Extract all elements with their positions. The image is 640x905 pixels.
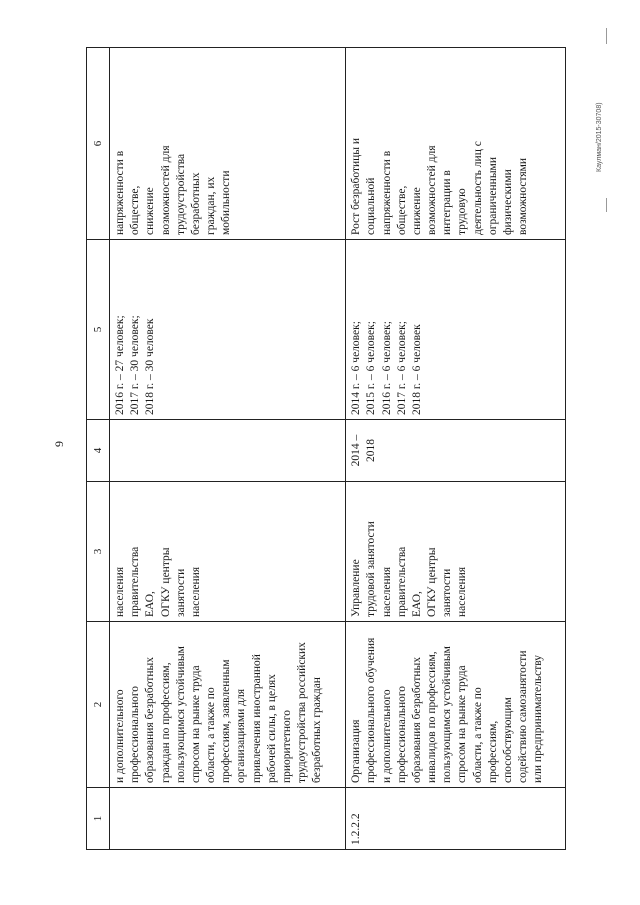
cell-line: возможностей для [426, 145, 439, 235]
header-col-5: 5 [87, 240, 110, 420]
cell-line: ОГКУ центры [159, 547, 172, 617]
cell-line: пользующимся устойчивым [174, 646, 187, 783]
cell-line: безработных граждан [311, 677, 324, 783]
cell-line: или предпринимательству [532, 654, 545, 783]
cell-line: ЕАО, [144, 591, 157, 617]
cell-line: Управление [350, 559, 363, 617]
cell-line: 2016 г. – 6 человек; [380, 321, 393, 415]
header-col-3: 3 [87, 482, 110, 622]
cell-line: профессиям, [486, 720, 499, 783]
cell-line: снижение [144, 187, 157, 235]
cell-line: физическими [501, 169, 514, 235]
cell-line: области, а также по [205, 687, 218, 783]
cell-line: обществе, [395, 185, 408, 235]
cell-line: и дополнительного [114, 689, 126, 783]
measure-name-cell [346, 622, 566, 788]
cell-line: социальной [365, 177, 378, 235]
cell-line: трудоустройства российских [296, 642, 309, 783]
row-number-cell: 1.2.2.2 [346, 788, 566, 850]
cell-line: безработных [189, 172, 202, 235]
cell-line: Рост безработицы и [350, 137, 363, 235]
cell-line: трудоустройства [174, 153, 187, 235]
page-number: 9 [52, 441, 66, 447]
measure-name-cell [110, 622, 346, 788]
cell-line: области, а также по [471, 687, 484, 783]
row-number-cell [110, 788, 346, 850]
indicator-cell [110, 240, 346, 420]
cell-line: трудовую [456, 188, 469, 235]
cell-line: профессионального [395, 685, 408, 783]
cell-line: профессиям, заявленным [220, 659, 233, 783]
cell-line: организациями для [235, 688, 248, 783]
cell-line: населения [380, 566, 393, 617]
cell-line: образования безработных [410, 657, 423, 783]
cell-line: занятости [174, 568, 187, 617]
cell-line: профессионального обучения [365, 637, 378, 783]
edge-mark-middle [606, 198, 607, 212]
cell-line: 2016 г. – 27 человек; [114, 315, 126, 415]
header-col-2: 2 [87, 622, 110, 788]
cell-line: Организация [350, 719, 363, 783]
indicator-cell [346, 240, 566, 420]
side-stamp: Каулман/2015-30708) [596, 102, 603, 172]
cell-line: 2014 г. – 6 человек; [350, 321, 363, 415]
cell-line: снижение [410, 187, 423, 235]
cell-line: правительства [395, 546, 408, 617]
cell-line: и дополнительного [380, 689, 393, 783]
cell-line: ЕАО, [410, 591, 423, 617]
header-row [87, 48, 110, 850]
cell-line: 2014 – [350, 434, 363, 467]
cell-line: 2015 г. – 6 человек; [365, 321, 378, 415]
cell-line: профессионального [129, 685, 142, 783]
period-cell [346, 420, 566, 482]
consequence-cell [346, 48, 566, 240]
cell-line: напряженности в [114, 150, 126, 235]
document-table-container [86, 48, 566, 850]
cell-line: 2018 [365, 439, 378, 462]
responsible-cell [110, 482, 346, 622]
cell-line: напряженности в [380, 150, 393, 235]
cell-line: мобильности [220, 170, 233, 235]
cell-line: привлечения иностранной [250, 654, 263, 783]
cell-line: 2017 г. – 30 человек; [129, 315, 142, 415]
cell-line: спросом на рынке труда [456, 665, 469, 783]
cell-line: 2017 г. – 6 человек; [395, 321, 408, 415]
cell-line: способствующим [501, 697, 514, 783]
header-col-1: 1 [87, 788, 110, 850]
header-col-6: 6 [87, 48, 110, 240]
cell-line: населения [456, 566, 469, 617]
header-col-4: 4 [87, 420, 110, 482]
cell-line: возможностями [517, 157, 530, 235]
cell-line: занятости [441, 568, 454, 617]
cell-line: содействию самозанятости [517, 650, 530, 783]
cell-line: инвалидов по профессиям, [426, 651, 439, 783]
consequence-cell [110, 48, 346, 240]
cell-line: правительства [129, 546, 142, 617]
cell-line: спросом на рынке труда [189, 665, 202, 783]
cell-line: 2018 г. – 6 человек [410, 324, 423, 415]
cell-line: обществе, [129, 185, 142, 235]
cell-line: возможностей для [159, 145, 172, 235]
cell-line: ОГКУ центры [426, 547, 439, 617]
cell-line: населения [114, 566, 126, 617]
period-cell [110, 420, 346, 482]
cell-line: граждан по профессиям, [159, 662, 172, 783]
cell-line: пользующимся устойчивым [441, 646, 454, 783]
program-measures-table [86, 47, 566, 850]
cell-line: трудовой занятости [365, 521, 378, 617]
cell-line: ограниченными [486, 157, 499, 235]
cell-line: рабочей силы, в целях [265, 674, 278, 783]
cell-line: 2018 г. – 30 человек [144, 318, 157, 415]
responsible-cell [346, 482, 566, 622]
edge-mark-top [606, 28, 607, 44]
cell-line: интеграции в [441, 170, 454, 235]
table-row [110, 48, 346, 850]
cell-line: деятельность лиц с [471, 141, 484, 235]
cell-line: населения [189, 566, 202, 617]
cell-line: приоритетного [280, 710, 293, 783]
cell-line: образования безработных [144, 657, 157, 783]
table-row [346, 48, 566, 850]
cell-line: граждан, их [205, 176, 218, 235]
